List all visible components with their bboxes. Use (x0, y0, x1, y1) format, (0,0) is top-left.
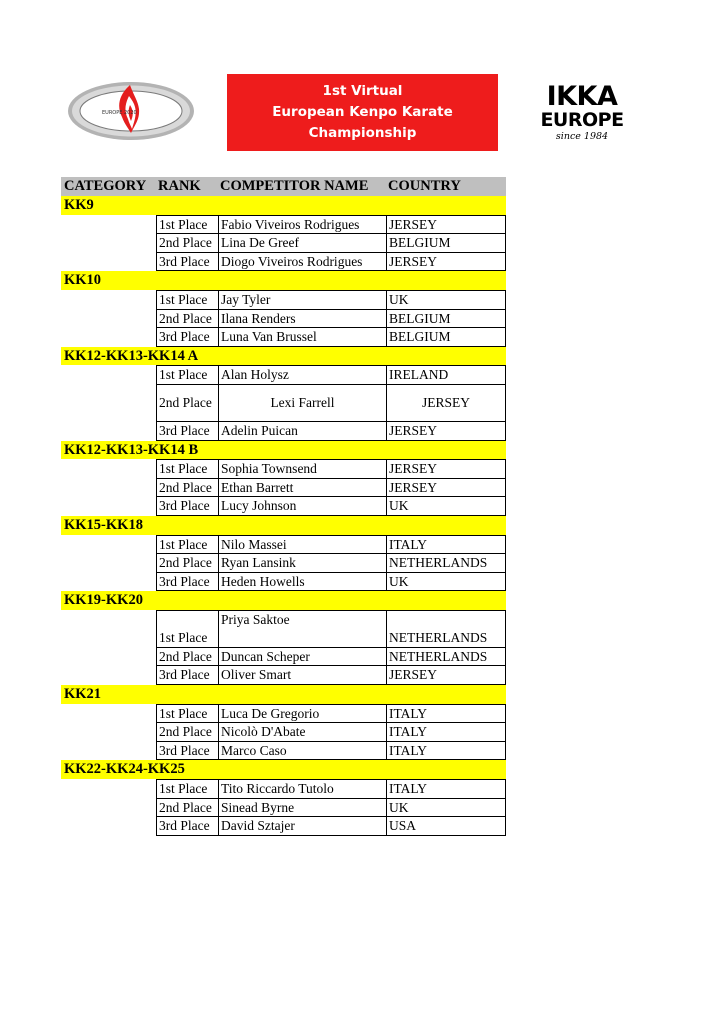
table-row (157, 799, 505, 818)
rank-cell: 1st Place (157, 536, 219, 554)
table-row (157, 573, 505, 592)
rank-cell: 3rd Place (157, 573, 219, 591)
table-row (157, 723, 505, 742)
competitor-cell: Marco Caso (219, 742, 387, 760)
rank-cell: 1st Place (157, 705, 219, 723)
category-row-kk21: KK21 (61, 685, 506, 704)
competitor-cell: Lina De Greef (219, 234, 387, 252)
column-header-competitor: COMPETITOR NAME (220, 178, 369, 194)
country-cell: UK (389, 573, 409, 589)
table-row (157, 536, 505, 555)
competitor-cell: Ryan Lansink (219, 554, 387, 572)
competitor-cell: Sophia Townsend (219, 460, 387, 478)
table-row (157, 705, 505, 724)
category-row-kk12-kk14-b: KK12-KK13-KK14 B (61, 441, 506, 460)
table-row (157, 310, 505, 329)
competitor-cell: Ilana Renders (219, 310, 387, 328)
country-cell: ITALY (389, 536, 428, 552)
category-row-kk19-kk20: KK19-KK20 (61, 591, 506, 610)
country-cell: JERSEY (389, 422, 438, 438)
competitor-cell: Priya Saktoe (219, 611, 387, 647)
competitor-cell: Oliver Smart (219, 666, 387, 684)
category-row-kk22-kk25: KK22-KK24-KK25 (61, 760, 506, 779)
table-row (157, 780, 505, 799)
country-cell: UK (389, 498, 409, 514)
category-results-kk21 (156, 704, 506, 761)
category-row-kk9: KK9 (61, 196, 506, 215)
category-results-kk10 (156, 290, 506, 347)
category-row-kk12-kk14-a: KK12-KK13-KK14 A (61, 347, 506, 366)
country-cell: IRELAND (389, 367, 449, 383)
country-cell: JERSEY (421, 394, 470, 410)
country-cell: BELGIUM (389, 235, 451, 251)
column-header-category: CATEGORY (64, 178, 147, 194)
rank-cell: 3rd Place (157, 253, 219, 271)
competitor-cell: Fabio Viveiros Rodrigues (219, 216, 387, 234)
country-cell: JERSEY (389, 461, 438, 477)
competitor-cell: Ethan Barrett (219, 479, 387, 497)
country-cell: JERSEY (389, 667, 438, 683)
competitor-cell: Luca De Gregorio (219, 705, 387, 723)
rank-cell: 2nd Place (157, 799, 219, 817)
country-cell: JERSEY (389, 253, 438, 269)
rank-cell: 1st Place (157, 780, 219, 798)
rank-cell: 2nd Place (157, 723, 219, 741)
competitor-cell: Tito Riccardo Tutolo (219, 780, 387, 798)
table-row (157, 497, 505, 516)
brand-line-europe: EUROPE (540, 109, 624, 131)
event-title-banner (227, 74, 498, 151)
table-row (157, 385, 505, 422)
competitor-cell: Lucy Johnson (219, 497, 387, 515)
rank-cell: 3rd Place (157, 742, 219, 760)
table-row (157, 291, 505, 310)
country-cell: UK (389, 291, 409, 307)
rank-cell: 1st Place (157, 460, 219, 478)
competitor-cell: Alan Holysz (219, 366, 387, 384)
column-header-country: COUNTRY (388, 178, 461, 194)
category-results-kk9 (156, 215, 506, 272)
rank-cell: 3rd Place (157, 328, 219, 346)
country-cell: ITALY (389, 705, 428, 721)
competitor-cell: David Sztajer (219, 817, 387, 835)
country-cell: BELGIUM (389, 310, 451, 326)
table-row (157, 366, 505, 385)
country-cell: NETHERLANDS (389, 629, 488, 645)
brand-since-1984: since 1984 (555, 131, 609, 142)
table-header-row (61, 177, 506, 196)
competitor-cell: Jay Tyler (219, 291, 387, 309)
table-row (157, 611, 505, 648)
rank-cell: 2nd Place (157, 385, 219, 421)
category-row-kk10: KK10 (61, 271, 506, 290)
rank-cell: 3rd Place (157, 422, 219, 440)
rank-cell: 2nd Place (157, 479, 219, 497)
event-title-line-1: 1st Virtual (322, 83, 403, 99)
category-results-kk12-kk14-a (156, 365, 506, 440)
category-results-kk15-kk18 (156, 535, 506, 592)
table-row (157, 742, 505, 761)
svg-text:EUROPE 2020: EUROPE 2020 (102, 110, 137, 116)
rank-cell: 2nd Place (157, 234, 219, 252)
country-cell: ITALY (389, 781, 428, 797)
rank-cell: 1st Place (157, 216, 219, 234)
country-cell: BELGIUM (389, 329, 451, 345)
rank-cell: 1st Place (157, 611, 219, 647)
competitor-cell: Adelin Puican (219, 422, 387, 440)
event-title-line-2: European Kenpo Karate (272, 104, 453, 120)
rank-cell: 1st Place (157, 366, 219, 384)
competitor-cell: Sinead Byrne (219, 799, 387, 817)
table-row (157, 216, 505, 235)
category-results-kk22-kk25 (156, 779, 506, 836)
table-row (157, 328, 505, 347)
competitor-cell: Luna Van Brussel (219, 328, 387, 346)
column-header-rank: RANK (158, 178, 201, 194)
results-table (61, 177, 506, 836)
country-cell: NETHERLANDS (389, 555, 488, 571)
table-row (157, 554, 505, 573)
championship-logo (66, 80, 196, 142)
country-cell: ITALY (389, 742, 428, 758)
table-row (157, 253, 505, 272)
category-results-kk12-kk14-b (156, 459, 506, 516)
table-row (157, 666, 505, 685)
flame-emblem-icon (66, 80, 196, 142)
rank-cell: 3rd Place (157, 497, 219, 515)
table-row (157, 460, 505, 479)
event-title-line-3: Championship (308, 125, 417, 141)
rank-cell: 2nd Place (157, 554, 219, 572)
table-row (157, 422, 505, 441)
category-results-kk19-kk20 (156, 610, 506, 685)
rank-cell: 2nd Place (157, 648, 219, 666)
rank-cell: 3rd Place (157, 666, 219, 684)
competitor-cell: Heden Howells (219, 573, 387, 591)
country-cell: ITALY (389, 724, 428, 740)
country-cell: JERSEY (389, 216, 438, 232)
rank-cell: 2nd Place (157, 310, 219, 328)
table-row (157, 234, 505, 253)
rank-cell: 1st Place (157, 291, 219, 309)
country-cell: NETHERLANDS (389, 648, 488, 664)
table-row (157, 648, 505, 667)
competitor-cell: Diogo Viveiros Rodrigues (219, 253, 387, 271)
category-row-kk15-kk18: KK15-KK18 (61, 516, 506, 535)
competitor-cell: Lexi Farrell (219, 385, 387, 421)
table-row (157, 817, 505, 836)
country-cell: UK (389, 799, 409, 815)
competitor-cell: Nilo Massei (219, 536, 387, 554)
competitor-cell: Nicolò D'Abate (219, 723, 387, 741)
ikka-europe-logo (540, 81, 624, 142)
rank-cell: 3rd Place (157, 817, 219, 835)
competitor-cell: Duncan Scheper (219, 648, 387, 666)
brand-line-ikka: IKKA (546, 81, 618, 112)
table-row (157, 479, 505, 498)
country-cell: USA (389, 818, 417, 834)
country-cell: JERSEY (389, 479, 438, 495)
